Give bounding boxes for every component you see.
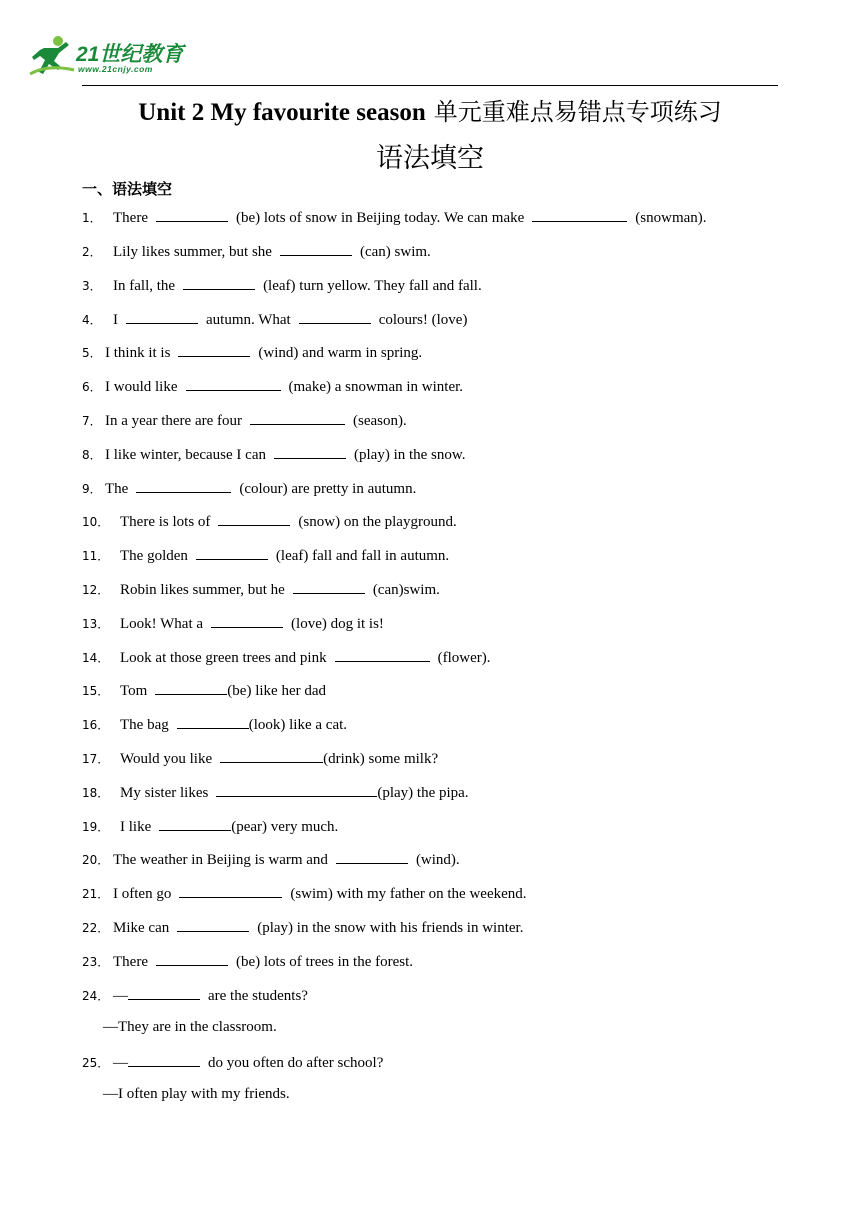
- question-4: [82, 309, 467, 331]
- question-number: 4．: [82, 313, 102, 327]
- question-number: 13．: [82, 617, 110, 631]
- question-text: (wind) and warm in spring.: [258, 345, 423, 361]
- question-text: (love) dog it is!: [291, 616, 384, 632]
- question-17: [82, 748, 438, 770]
- question-text: (leaf) fall and fall in autumn.: [275, 548, 450, 564]
- section-heading: 一、语法填空: [82, 180, 173, 198]
- answer-blank[interactable]: [126, 309, 198, 324]
- question-2: [82, 241, 431, 263]
- question-text: There: [113, 954, 148, 970]
- running-person-icon: [28, 34, 78, 78]
- question-18: [82, 782, 469, 804]
- answer-blank[interactable]: [280, 241, 352, 256]
- logo-text: 21世纪教育: [76, 43, 184, 66]
- question-text: Mike can: [113, 920, 170, 936]
- question-11: [82, 545, 449, 567]
- question-text: (swim) with my father on the weekend.: [290, 886, 527, 902]
- page-title: [0, 92, 860, 127]
- question-9: [82, 478, 416, 500]
- answer-blank[interactable]: [218, 511, 290, 526]
- question-text: Tom: [120, 683, 148, 699]
- question-number: 17．: [82, 752, 110, 766]
- question-text: autumn. What: [206, 312, 291, 328]
- question-text: The golden: [120, 548, 188, 564]
- question-10: [82, 511, 457, 533]
- page-subtitle: 语法填空: [376, 143, 484, 174]
- question-text: I often go: [113, 886, 172, 902]
- answer-blank[interactable]: [156, 207, 228, 222]
- question-19: [82, 816, 338, 838]
- question-text: The bag: [120, 717, 169, 733]
- answer-blank[interactable]: [186, 376, 281, 391]
- question-text: The weather in Beijing is warm and: [113, 852, 328, 868]
- question-21: [82, 883, 527, 905]
- question-number: 16．: [82, 718, 110, 732]
- question-text: (make) a snowman in winter.: [288, 379, 464, 395]
- question-24: [82, 985, 308, 1007]
- question-8: [82, 444, 466, 466]
- header-divider: [82, 85, 778, 86]
- question-text: (be) like her dad: [227, 683, 326, 699]
- question-text: Robin likes summer, but he: [120, 582, 285, 598]
- question-number: 8．: [82, 448, 102, 462]
- question-number: 5．: [82, 346, 102, 360]
- answer-blank[interactable]: [299, 309, 371, 324]
- question-text: There: [113, 210, 148, 226]
- question-text: (flower).: [437, 650, 491, 666]
- answer-blank[interactable]: [293, 579, 365, 594]
- question-text: (drink) some milk?: [323, 751, 439, 767]
- question-text: I: [113, 312, 118, 328]
- question-13: [82, 613, 384, 635]
- answer-blank[interactable]: [178, 342, 250, 357]
- answer-blank[interactable]: [336, 849, 408, 864]
- question-text: In a year there are four: [105, 413, 242, 429]
- title-english: Unit 2 My favourite season: [138, 99, 426, 126]
- title-chinese: 单元重难点易错点专项练习: [433, 98, 722, 126]
- question-text: (snowman).: [635, 210, 707, 226]
- question-text: (leaf) turn yellow. They fall and fall.: [263, 278, 482, 294]
- question-3: [82, 275, 482, 297]
- question-16: [82, 714, 347, 736]
- question-text: My sister likes: [120, 785, 209, 801]
- question-text: The: [105, 481, 129, 497]
- question-text: (wind).: [415, 852, 460, 868]
- answer-blank[interactable]: [177, 714, 249, 729]
- answer-blank[interactable]: [128, 985, 200, 1000]
- answer-blank[interactable]: [159, 816, 231, 831]
- question-text: (play) the pipa.: [377, 785, 469, 801]
- question-number: 10．: [82, 515, 110, 529]
- question-12: [82, 579, 440, 601]
- question-number: 21．: [82, 887, 110, 901]
- question-1: [82, 207, 707, 229]
- question-number: 24．: [82, 989, 110, 1003]
- answer-blank[interactable]: [274, 444, 346, 459]
- question-number: 19．: [82, 820, 110, 834]
- question-text: (play) in the snow.: [354, 447, 466, 463]
- question-number: 6．: [82, 380, 102, 394]
- answer-blank[interactable]: [183, 275, 255, 290]
- site-logo[interactable]: [28, 34, 193, 78]
- question-text: (be) lots of trees in the forest.: [235, 954, 414, 970]
- dialogue-response: —They are in the classroom.: [103, 1019, 277, 1035]
- question-14: [82, 647, 491, 669]
- question-text: In fall, the: [113, 278, 176, 294]
- question-number: 20．: [82, 853, 110, 867]
- question-number: 22．: [82, 921, 110, 935]
- answer-blank[interactable]: [156, 951, 228, 966]
- question-text: Look! What a: [120, 616, 204, 632]
- answer-blank[interactable]: [211, 613, 283, 628]
- question-number: 15．: [82, 684, 110, 698]
- question-6: [82, 376, 463, 398]
- answer-blank[interactable]: [179, 883, 282, 898]
- question-5: [82, 342, 422, 364]
- question-15: [82, 680, 326, 702]
- question-text: (be) lots of snow in Beijing today. We can make: [235, 210, 525, 226]
- question-text: I like: [120, 819, 152, 835]
- question-number: 12．: [82, 583, 110, 597]
- question-text: (look) like a cat.: [248, 717, 348, 733]
- answer-blank[interactable]: [216, 782, 377, 797]
- answer-blank[interactable]: [335, 647, 430, 662]
- question-number: 25．: [82, 1056, 110, 1070]
- question-20: [82, 849, 460, 871]
- question-text: I like winter, because I can: [105, 447, 266, 463]
- question-text: There is lots of: [120, 514, 211, 530]
- question-text: do you often do after school?: [208, 1055, 384, 1071]
- question-text: (can) swim.: [359, 244, 431, 260]
- answer-blank[interactable]: [128, 1052, 200, 1067]
- question-text: (can)swim.: [372, 582, 440, 598]
- question-number: 11．: [82, 549, 110, 563]
- question-text: (pear) very much.: [231, 819, 339, 835]
- question-number: 7．: [82, 414, 102, 428]
- answer-blank[interactable]: [155, 680, 227, 695]
- question-text: colours! (love): [378, 312, 468, 328]
- answer-blank[interactable]: [196, 545, 268, 560]
- question-25: [82, 1052, 383, 1074]
- question-number: 14．: [82, 651, 110, 665]
- question-text: I would like: [105, 379, 178, 395]
- logo-url: www.21cnjy.com: [78, 64, 153, 74]
- question-22: [82, 917, 523, 939]
- question-text: are the students?: [208, 988, 308, 1004]
- answer-blank[interactable]: [177, 917, 249, 932]
- question-7: [82, 410, 407, 432]
- question-number: 18．: [82, 786, 110, 800]
- question-text: —: [113, 988, 128, 1004]
- question-text: (season).: [353, 413, 407, 429]
- question-text: —: [113, 1055, 128, 1071]
- answer-blank[interactable]: [220, 748, 323, 763]
- question-text: Look at those green trees and pink: [120, 650, 327, 666]
- answer-blank[interactable]: [136, 478, 231, 493]
- question-number: 23．: [82, 955, 110, 969]
- question-text: (snow) on the playground.: [298, 514, 457, 530]
- question-text: (play) in the snow with his friends in winter.: [257, 920, 524, 936]
- question-number: 1．: [82, 211, 102, 225]
- question-text: I think it is: [105, 345, 171, 361]
- question-text: Would you like: [120, 751, 213, 767]
- answer-blank[interactable]: [250, 410, 345, 425]
- question-number: 9．: [82, 482, 102, 496]
- dialogue-response: —I often play with my friends.: [103, 1086, 290, 1102]
- question-text: (colour) are pretty in autumn.: [239, 481, 417, 497]
- answer-blank[interactable]: [532, 207, 627, 222]
- question-number: 2．: [82, 245, 102, 259]
- question-text: Lily likes summer, but she: [113, 244, 272, 260]
- question-23: [82, 951, 413, 973]
- question-number: 3．: [82, 279, 102, 293]
